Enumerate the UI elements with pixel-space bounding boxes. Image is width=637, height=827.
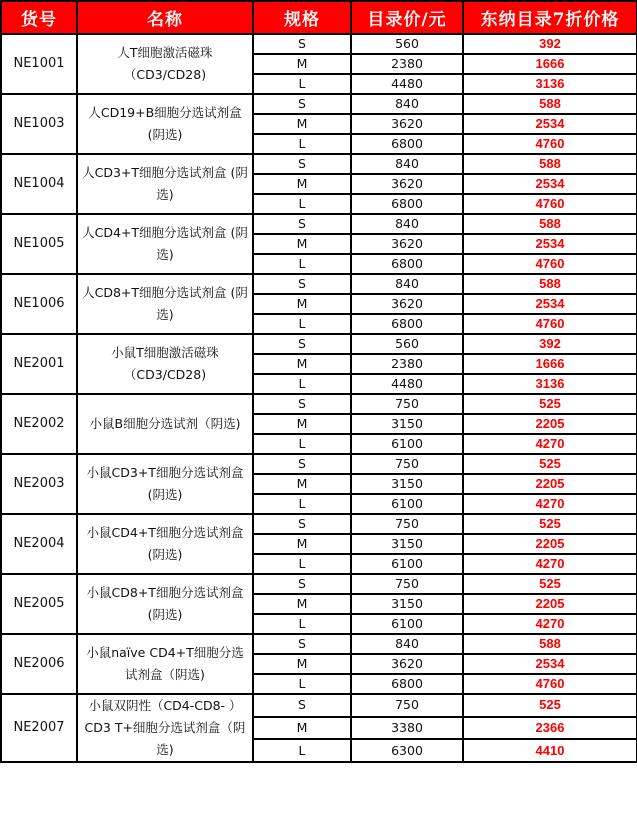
list-price: 4480 [351, 74, 463, 94]
product-name: 小鼠CD3+T细胞分选试剂盒 (阴选) [77, 454, 253, 514]
product-code: NE2001 [1, 334, 77, 394]
discount-price: 525 [463, 514, 637, 534]
discount-price: 4270 [463, 554, 637, 574]
product-size: S [253, 214, 351, 234]
list-price: 3150 [351, 474, 463, 494]
product-code: NE2005 [1, 574, 77, 634]
discount-price: 3136 [463, 374, 637, 394]
product-size: M [253, 654, 351, 674]
product-code: NE2003 [1, 454, 77, 514]
discount-price: 588 [463, 154, 637, 174]
discount-price: 2534 [463, 234, 637, 254]
product-name: 小鼠CD4+T细胞分选试剂盒 (阴选) [77, 514, 253, 574]
discount-price: 525 [463, 454, 637, 474]
product-name: 小鼠naïve CD4+T细胞分选试剂盒（阴选) [77, 634, 253, 694]
product-size: S [253, 694, 351, 717]
product-name: 小鼠T细胞激活磁珠（CD3/CD28) [77, 334, 253, 394]
list-price: 6800 [351, 194, 463, 214]
product-size: S [253, 634, 351, 654]
list-price: 3150 [351, 534, 463, 554]
product-size: L [253, 554, 351, 574]
product-size: L [253, 739, 351, 762]
list-price: 3380 [351, 717, 463, 740]
header-list-price: 目录价/元 [351, 1, 463, 34]
discount-price: 2205 [463, 534, 637, 554]
list-price: 6800 [351, 134, 463, 154]
table-row [1, 154, 637, 174]
product-name: 人T细胞激活磁珠（CD3/CD28) [77, 34, 253, 94]
list-price: 6800 [351, 674, 463, 694]
product-code: NE1001 [1, 34, 77, 94]
discount-price: 4410 [463, 739, 637, 762]
table-row [1, 334, 637, 354]
discount-price: 588 [463, 274, 637, 294]
list-price: 6800 [351, 254, 463, 274]
discount-price: 4270 [463, 614, 637, 634]
product-size: S [253, 94, 351, 114]
table-row [1, 514, 637, 534]
product-size: L [253, 614, 351, 634]
table-row [1, 574, 637, 594]
discount-price: 2205 [463, 594, 637, 614]
product-name: 小鼠双阴性（CD4-CD8- ）CD3 T+细胞分选试剂盒（阴选) [77, 694, 253, 762]
list-price: 6100 [351, 494, 463, 514]
list-price: 750 [351, 394, 463, 414]
product-size: L [253, 494, 351, 514]
product-size: S [253, 514, 351, 534]
discount-price: 525 [463, 394, 637, 414]
list-price: 6100 [351, 434, 463, 454]
table-row [1, 214, 637, 234]
product-size: S [253, 274, 351, 294]
header-name: 名称 [77, 1, 253, 34]
product-code: NE1006 [1, 274, 77, 334]
discount-price: 392 [463, 334, 637, 354]
product-size: L [253, 674, 351, 694]
discount-price: 1666 [463, 354, 637, 374]
product-name: 人CD19+B细胞分选试剂盒 (阴选) [77, 94, 253, 154]
discount-price: 4270 [463, 494, 637, 514]
product-name: 人CD4+T细胞分选试剂盒 (阴选) [77, 214, 253, 274]
product-size: S [253, 574, 351, 594]
list-price: 750 [351, 454, 463, 474]
product-code: NE1004 [1, 154, 77, 214]
discount-price: 4760 [463, 194, 637, 214]
table-row [1, 454, 637, 474]
product-name: 小鼠B细胞分选试剂（阴选) [77, 394, 253, 454]
discount-price: 392 [463, 34, 637, 54]
discount-price: 3136 [463, 74, 637, 94]
product-size: L [253, 434, 351, 454]
header-discount-price: 东纳目录7折价格 [463, 1, 637, 34]
list-price: 3150 [351, 594, 463, 614]
product-size: L [253, 134, 351, 154]
product-size: L [253, 194, 351, 214]
table-row [1, 634, 637, 654]
product-size: M [253, 54, 351, 74]
product-size: M [253, 534, 351, 554]
product-size: L [253, 374, 351, 394]
discount-price: 4270 [463, 434, 637, 454]
list-price: 840 [351, 94, 463, 114]
product-size: M [253, 414, 351, 434]
product-size: L [253, 74, 351, 94]
list-price: 3150 [351, 414, 463, 434]
product-code: NE2007 [1, 694, 77, 762]
product-size: S [253, 34, 351, 54]
list-price: 3620 [351, 174, 463, 194]
product-size: M [253, 174, 351, 194]
list-price: 6800 [351, 314, 463, 334]
discount-price: 525 [463, 694, 637, 717]
discount-price: 2205 [463, 474, 637, 494]
list-price: 6100 [351, 614, 463, 634]
product-size: S [253, 394, 351, 414]
product-size: S [253, 334, 351, 354]
discount-price: 2534 [463, 114, 637, 134]
product-name: 人CD3+T细胞分选试剂盒 (阴选) [77, 154, 253, 214]
product-size: M [253, 474, 351, 494]
header-row [1, 1, 637, 34]
product-size: M [253, 594, 351, 614]
discount-price: 4760 [463, 314, 637, 334]
header-spec: 规格 [253, 1, 351, 34]
list-price: 6100 [351, 554, 463, 574]
list-price: 2380 [351, 54, 463, 74]
discount-price: 4760 [463, 674, 637, 694]
discount-price: 588 [463, 214, 637, 234]
product-size: S [253, 454, 351, 474]
list-price: 2380 [351, 354, 463, 374]
product-size: M [253, 717, 351, 740]
product-code: NE2002 [1, 394, 77, 454]
list-price: 840 [351, 274, 463, 294]
list-price: 3620 [351, 654, 463, 674]
table-row [1, 34, 637, 54]
list-price: 840 [351, 154, 463, 174]
product-size: S [253, 154, 351, 174]
table-row [1, 94, 637, 114]
list-price: 840 [351, 634, 463, 654]
product-size: M [253, 294, 351, 314]
list-price: 750 [351, 574, 463, 594]
discount-price: 588 [463, 94, 637, 114]
product-name: 人CD8+T细胞分选试剂盒 (阴选) [77, 274, 253, 334]
list-price: 750 [351, 514, 463, 534]
discount-price: 2534 [463, 654, 637, 674]
product-name: 小鼠CD8+T细胞分选试剂盒 (阴选) [77, 574, 253, 634]
list-price: 840 [351, 214, 463, 234]
header-code: 货号 [1, 1, 77, 34]
list-price: 4480 [351, 374, 463, 394]
product-code: NE1003 [1, 94, 77, 154]
list-price: 6300 [351, 739, 463, 762]
table-body [1, 34, 637, 762]
table-row [1, 394, 637, 414]
table-row [1, 274, 637, 294]
discount-price: 588 [463, 634, 637, 654]
product-size: M [253, 114, 351, 134]
list-price: 560 [351, 334, 463, 354]
discount-price: 525 [463, 574, 637, 594]
discount-price: 2366 [463, 717, 637, 740]
list-price: 3620 [351, 114, 463, 134]
product-code: NE1005 [1, 214, 77, 274]
table-row [1, 694, 637, 717]
product-code: NE2004 [1, 514, 77, 574]
discount-price: 4760 [463, 254, 637, 274]
list-price: 3620 [351, 234, 463, 254]
product-size: M [253, 354, 351, 374]
discount-price: 2205 [463, 414, 637, 434]
product-size: M [253, 234, 351, 254]
discount-price: 1666 [463, 54, 637, 74]
product-code: NE2006 [1, 634, 77, 694]
product-size: L [253, 254, 351, 274]
discount-price: 2534 [463, 174, 637, 194]
discount-price: 4760 [463, 134, 637, 154]
product-size: L [253, 314, 351, 334]
list-price: 560 [351, 34, 463, 54]
discount-price: 2534 [463, 294, 637, 314]
list-price: 3620 [351, 294, 463, 314]
list-price: 750 [351, 694, 463, 717]
